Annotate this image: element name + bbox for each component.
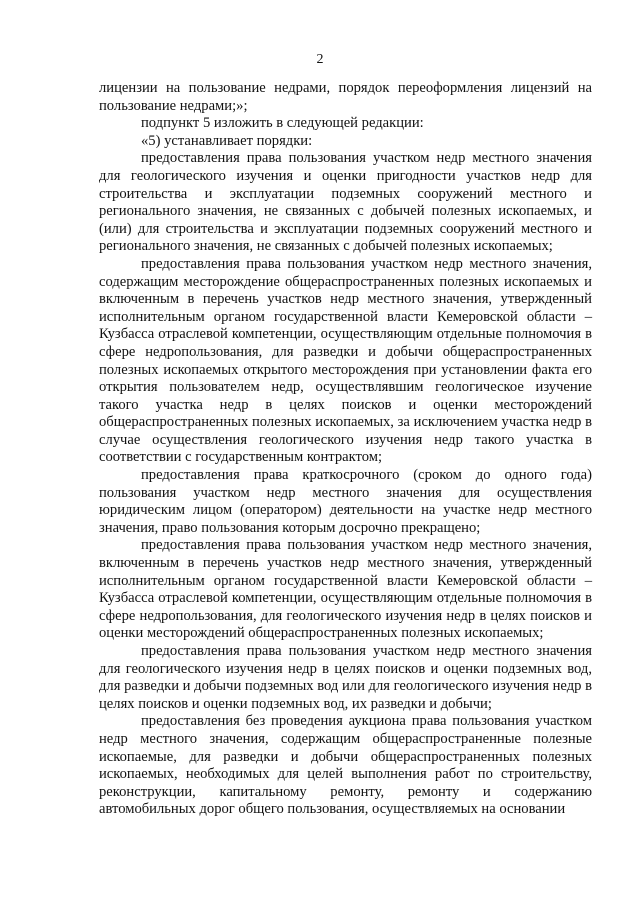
paragraph-procedure-geological-study: предоставления права пользования участком недр местного значения для геологического изучения и оценки пригодности участков недр для строительства и эксплуатации подземных сооружений местного и регионального значения, не связанных с добычей полезных ископаемых, и (или) для строительства и эксплуатации подземных сооружений местного и регионального значения, не связанных с добычей полезных ископаемых; xyxy=(99,150,592,255)
paragraph-procedure-listed-plots: предоставления права пользования участком недр местного значения, включенным в перечень участков недр местного значения, утвержденный исполнительным органом государственной власти Кемеровской области – Кузбасса отраслевой компетенции, осуществляющим отдельные полномочия в сфере недропользования, для геологического изучения недр в целях поисков и оценки месторождений общераспространенных полезных ископаемых; xyxy=(99,537,592,642)
paragraph-subpoint-5-intro: подпункт 5 изложить в следующей редакции: xyxy=(141,115,424,132)
paragraph-procedure-deposit-exploration: предоставления права пользования участком недр местного значения, содержащим месторождение общераспространенных полезных ископаемых и включенным в перечень участков недр местного значения, утвержденный исполнительным органом государственной власти Кемеровской области – Кузбасса отраслевой компетенции, осуществляющим отдельные полномочия в сфере недропользования, для разведки и добычи общераспространенных полезных ископаемых открытого месторождения при установлении факта его открытия пользователем недр, осуществлявшим геологическое изучение такого участка недр в целях поисков и оценки месторождений общераспространенных полезных ископаемых, за исключением участка недр в случае осуществления геологического изучения недр такого участка в соответствии с государственным контрактом; xyxy=(99,255,592,466)
page-number: 2 xyxy=(316,52,324,67)
paragraph-procedure-short-term: предоставления права краткосрочного (сроком до одного года) пользования участком недр местного значения для осуществления юридическим лицом (оператором) деятельности на участке недр местного значения, право пользования которым досрочно прекращено; xyxy=(99,467,592,536)
paragraph-procedure-without-auction: предоставления без проведения аукциона права пользования участком недр местного значения, содержащим общераспространенные полезные ископаемые, для разведки и добычи общераспространенных полезных ископаемых, необходимых для целей выполнения работ по строительству, реконструкции, капитальному ремонту, ремонту и содержанию автомобильных дорог общего пользования, осуществляемых на основании xyxy=(99,713,592,818)
paragraph-license-continuation: лицензии на пользование недрами, порядок переоформления лицензий на пользование недрами;»; xyxy=(99,80,592,114)
paragraph-procedure-groundwater: предоставления права пользования участком недр местного значения для геологического изучения недр в целях поисков и оценки подземных вод, для разведки и добычи подземных вод или для геологического изучения недр в целях поисков и оценки подземных вод, их разведки и добычи; xyxy=(99,643,592,712)
paragraph-establishes-procedures: «5) устанавливает порядки: xyxy=(141,132,313,149)
document-body xyxy=(99,80,592,819)
